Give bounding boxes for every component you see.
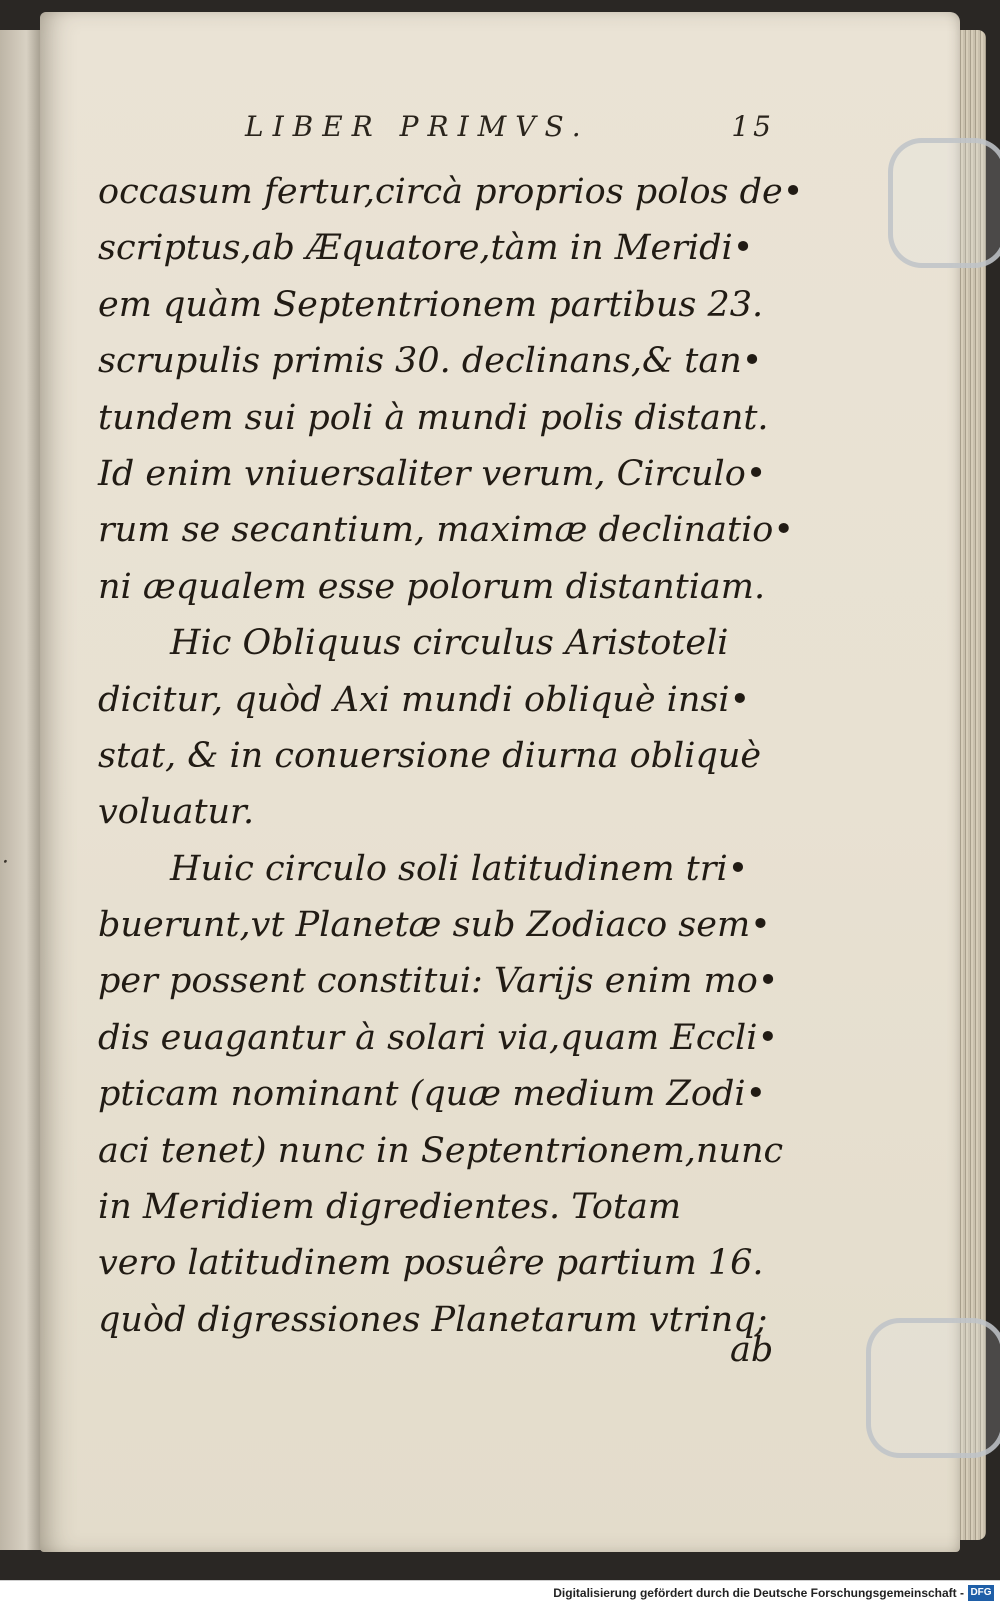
text-line: Huic circulo soli latitudinem tri• [170, 848, 749, 889]
text-line: tundem sui poli à mundi polis distant. [98, 397, 769, 438]
funding-credit: Digitalisierung gefördert durch die Deutsche Forschungsgemeinschaft - [553, 1586, 964, 1600]
text-line: ni æqualem esse polorum distantiam. [98, 566, 766, 607]
text-line: aci tenet) nunc in Septentrionem,nunc [98, 1130, 784, 1171]
book-page [40, 12, 960, 1552]
text-line: per possent constitui: Varijs enim mo• [98, 961, 779, 1002]
text-line: occasum fertur,circà proprios polos de• [98, 172, 804, 212]
text-line: dis euagantur à solari via,quam Eccli• [98, 1017, 779, 1058]
text-line: pticam nominant (quæ medium Zodi• [98, 1074, 767, 1115]
running-header [245, 110, 775, 150]
facing-page-mark: · [0, 849, 11, 876]
text-line: dicitur, quòd Axi mundi obliquè insi• [98, 679, 751, 720]
text-line: stat, & in conuersione diurna obliquè [98, 735, 762, 776]
running-title: LIBER PRIMVS. [245, 110, 590, 143]
text-line: scriptus,ab Æquatore,tàm in Meridi• [98, 228, 754, 269]
text-line: in Meridiem digredientes. Totam [98, 1187, 682, 1228]
footer-bar [0, 1580, 1000, 1607]
text-line: buerunt,vt Planetæ sub Zodiaco sem• [98, 905, 771, 946]
text-line: em quàm Septentrionem partibus 23. [98, 284, 764, 325]
text-line: quòd digressiones Planetarum vtrinq; [98, 1299, 768, 1340]
page-clip-bottom [866, 1318, 1000, 1458]
text-line: rum se secantium, maximæ declinatio• [98, 510, 795, 551]
text-line: Id enim vniuersaliter verum, Circulo• [98, 453, 767, 494]
folio-number: 15 [731, 110, 775, 143]
text-line: vero latitudinem posuêre partium 16. [98, 1243, 764, 1284]
text-line: voluatur. [98, 792, 255, 833]
body-text [98, 164, 804, 1348]
text-line: scrupulis primis 30. declinans,& tan• [98, 341, 763, 382]
text-line: Hic Obliquus circulus Aristoteli [170, 623, 729, 664]
page-clip-top [888, 138, 1000, 268]
catchword: ab [730, 1330, 774, 1370]
dfg-logo: DFG [968, 1585, 994, 1601]
